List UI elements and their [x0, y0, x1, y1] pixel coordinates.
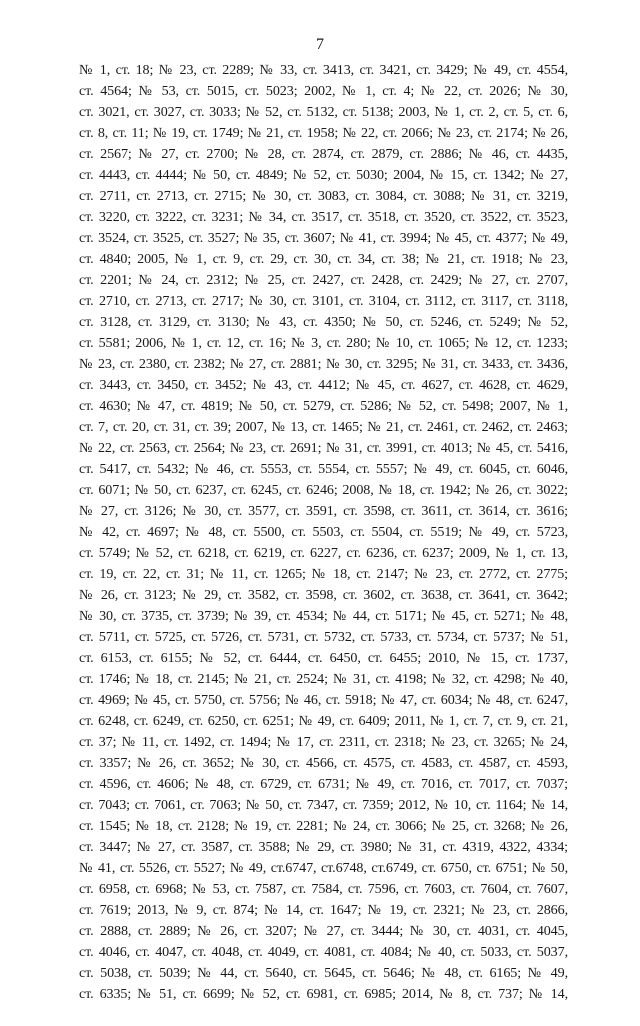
text-line: ст. 37; № 11, ст. 1492, ст. 1494; № 17, ст. 2311, ст. 2318; № 23, ст. 3265; № 24, — [79, 734, 568, 750]
text-line: ст. 6153, ст. 6155; № 52, ст. 6444, ст. 6450, ст. 6455; 2010, № 15, ст. 1737, — [79, 650, 568, 666]
text-line: ст. 6958, ст. 6968; № 53, ст. 7587, ст. 7584, ст. 7596, ст. 7603, ст. 7604, ст. 7607, — [79, 881, 568, 897]
text-line: ст. 3220, ст. 3222, ст. 3231; № 34, ст. 3517, ст. 3518, ст. 3520, ст. 3522, ст. 3523, — [79, 209, 568, 225]
text-line: ст. 7043; ст. 7061, ст. 7063; № 50, ст. 7347, ст. 7359; 2012, № 10, ст. 1164; № 14, — [79, 797, 568, 813]
text-line: № 27, ст. 3126; № 30, ст. 3577, ст. 3591, ст. 3598, ст. 3611, ст. 3614, ст. 3616; — [79, 503, 568, 519]
text-line: № 42, ст. 4697; № 48, ст. 5500, ст. 5503, ст. 5504, ст. 5519; № 49, ст. 5723, — [79, 524, 568, 540]
text-line: № 22, ст. 2563, ст. 2564; № 23, ст. 2691; № 31, ст. 3991, ст. 4013; № 45, ст. 5416, — [79, 440, 568, 456]
text-line: ст. 1545; № 18, ст. 2128; № 19, ст. 2281; № 24, ст. 3066; № 25, ст. 3268; № 26, — [79, 818, 568, 834]
text-line: ст. 5581; 2006, № 1, ст. 12, ст. 16; № 3, ст. 280; № 10, ст. 1065; № 12, ст. 1233; — [79, 335, 568, 351]
text-line: ст. 4046, ст. 4047, ст. 4048, ст. 4049, ст. 4081, ст. 4084; № 40, ст. 5033, ст. 5037, — [79, 944, 568, 960]
text-line: № 1, ст. 18; № 23, ст. 2289; № 33, ст. 3413, ст. 3421, ст. 3429; № 49, ст. 4554, — [79, 62, 568, 78]
text-line — [79, 1005, 568, 1026]
text-line: № 41, ст. 5526, ст. 5527; № 49, ст.6747, ст.6748, ст.6749, ст. 6750, ст. 6751; № 50, — [79, 860, 568, 876]
text-line: ст. 7619; 2013, № 9, ст. 874; № 14, ст. 1647; № 19, ст. 2321; № 23, ст. 2866, — [79, 902, 568, 918]
text-line: ст. 2711, ст. 2713, ст. 2715; № 30, ст. 3083, ст. 3084, ст. 3088; № 31, ст. 3219, — [79, 188, 568, 204]
text-line: ст. 5417, ст. 5432; № 46, ст. 5553, ст. 5554, ст. 5557; № 49, ст. 6045, ст. 6046, — [79, 461, 568, 477]
text-line: ст. 2710, ст. 2713, ст. 2717; № 30, ст. 3101, ст. 3104, ст. 3112, ст. 3117, ст. 3118, — [79, 293, 568, 309]
document-body — [79, 60, 568, 1026]
text-line: № 23, ст. 2380, ст. 2382; № 27, ст. 2881; № 30, ст. 3295; № 31, ст. 3433, ст. 3436, — [79, 356, 568, 372]
text-line: ст. 4564; № 53, ст. 5015, ст. 5023; 2002, № 1, ст. 4; № 22, ст. 2026; № 30, — [79, 83, 568, 99]
text-line: ст. 4443, ст. 4444; № 50, ст. 4849; № 52, ст. 5030; 2004, № 15, ст. 1342; № 27, — [79, 167, 568, 183]
text-line: ст. 4630; № 47, ст. 4819; № 50, ст. 5279, ст. 5286; № 52, ст. 5498; 2007, № 1, — [79, 398, 568, 414]
text-line: ст. 6071; № 50, ст. 6237, ст. 6245, ст. 6246; 2008, № 18, ст. 1942; № 26, ст. 3022; — [79, 482, 568, 498]
text-line: ст. 2201; № 24, ст. 2312; № 25, ст. 2427, ст. 2428, ст. 2429; № 27, ст. 2707, — [79, 272, 568, 288]
text-line: № 30, ст. 3735, ст. 3739; № 39, ст. 4534; № 44, ст. 5171; № 45, ст. 5271; № 48, — [79, 608, 568, 624]
text-line: ст. 2888, ст. 2889; № 26, ст. 3207; № 27, ст. 3444; № 30, ст. 4031, ст. 4045, — [79, 923, 568, 939]
text-line: ст. 4596, ст. 4606; № 48, ст. 6729, ст. 6731; № 49, ст. 7016, ст. 7017, ст. 7037; — [79, 776, 568, 792]
page-number: 7 — [316, 36, 324, 53]
text-line: ст. 4969; № 45, ст. 5750, ст. 5756; № 46, ст. 5918; № 47, ст. 6034; № 48, ст. 6247, — [79, 692, 568, 708]
text-line: ст. 5038, ст. 5039; № 44, ст. 5640, ст. 5645, ст. 5646; № 48, ст. 6165; № 49, — [79, 965, 568, 981]
text-line: ст. 3128, ст. 3129, ст. 3130; № 43, ст. 4350; № 50, ст. 5246, ст. 5249; № 52, — [79, 314, 568, 330]
text-line: ст. 4840; 2005, № 1, ст. 9, ст. 29, ст. 30, ст. 34, ст. 38; № 21, ст. 1918; № 23, — [79, 251, 568, 267]
text-line: ст. 5711, ст. 5725, ст. 5726, ст. 5731, ст. 5732, ст. 5733, ст. 5734, ст. 5737; № 51, — [79, 629, 568, 645]
text-line: ст. 3447; № 27, ст. 3587, ст. 3588; № 29, ст. 3980; № 31, ст. 4319, 4322, 4334; — [79, 839, 568, 855]
text-line: ст. 1746; № 18, ст. 2145; № 21, ст. 2524; № 31, ст. 4198; № 32, ст. 4298; № 40, — [79, 671, 568, 687]
text-line: ст. 3021, ст. 3027, ст. 3033; № 52, ст. 5132, ст. 5138; 2003, № 1, ст. 2, ст. 5, ст. 6, — [79, 104, 568, 120]
text-line: ст. 8, ст. 11; № 19, ст. 1749; № 21, ст. 1958; № 22, ст. 2066; № 23, ст. 2174; № 26, — [79, 125, 568, 141]
text-line: ст. 6248, ст. 6249, ст. 6250, ст. 6251; № 49, ст. 6409; 2011, № 1, ст. 7, ст. 9, ст. 21, — [79, 713, 568, 729]
text-line: ст. 3524, ст. 3525, ст. 3527; № 35, ст. 3607; № 41, ст. 3994; № 45, ст. 4377; № 49, — [79, 230, 568, 246]
text-line: ст. 5749; № 52, ст. 6218, ст. 6219, ст. 6227, ст. 6236, ст. 6237; 2009, № 1, ст. 13, — [79, 545, 568, 561]
text-line: ст. 3357; № 26, ст. 3652; № 30, ст. 4566, ст. 4575, ст. 4583, ст. 4587, ст. 4593, — [79, 755, 568, 771]
text-line: ст. 7, ст. 20, ст. 31, ст. 39; 2007, № 13, ст. 1465; № 21, ст. 2461, ст. 2462, ст. 2463; — [79, 419, 568, 435]
text-line: ст. 19, ст. 22, ст. 31; № 11, ст. 1265; № 18, ст. 2147; № 23, ст. 2772, ст. 2775; — [79, 566, 568, 582]
text-line: № 26, ст. 3123; № 29, ст. 3582, ст. 3598, ст. 3602, ст. 3638, ст. 3641, ст. 3642; — [79, 587, 568, 603]
text-line: ст. 2567; № 27, ст. 2700; № 28, ст. 2874, ст. 2879, ст. 2886; № 46, ст. 4435, — [79, 146, 568, 162]
text-line: ст. 6335; № 51, ст. 6699; № 52, ст. 6981, ст. 6985; 2014, № 8, ст. 737; № 14, — [79, 986, 568, 1002]
text-line: ст. 3443, ст. 3450, ст. 3452; № 43, ст. 4412; № 45, ст. 4627, ст. 4628, ст. 4629, — [79, 377, 568, 393]
